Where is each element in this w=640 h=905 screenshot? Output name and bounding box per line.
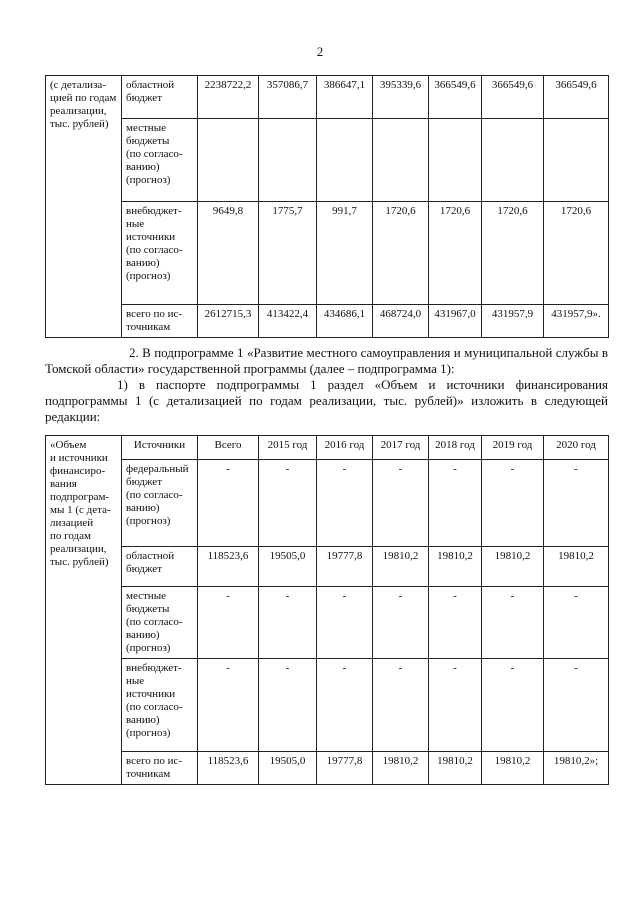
value-cell: - xyxy=(198,460,259,547)
value-cell: 2238722,2 xyxy=(198,76,259,119)
table-row xyxy=(46,751,609,784)
financing-table-subprogram-1 xyxy=(45,435,609,785)
value-cell: - xyxy=(429,460,482,547)
source-cell: всего по ис- точникам xyxy=(122,305,198,338)
value-cell: 118523,6 xyxy=(198,547,259,587)
header-cell: 2017 год xyxy=(373,436,429,460)
value-cell: 431957,9 xyxy=(482,305,544,338)
table-row xyxy=(46,202,609,305)
financing-table-continued xyxy=(45,75,609,338)
value-cell: 19810,2 xyxy=(482,547,544,587)
value-cell: 19810,2 xyxy=(373,751,429,784)
value-cell: 1720,6 xyxy=(544,202,609,305)
paragraph-passport: 1) в паспорте подпрограммы 1 раздел «Объем и источники финансирования подпрограммы 1 (с детализацией по годам реализации, тыс. рублей)» изложить в следующей редакции: xyxy=(45,377,608,424)
value-cell: 1720,6 xyxy=(429,202,482,305)
value-cell: - xyxy=(373,587,429,659)
source-cell: внебюджет- ные источники (по согласо- ванию) (прогноз) xyxy=(122,658,198,751)
value-cell: 9649,8 xyxy=(198,202,259,305)
value-cell: 19777,8 xyxy=(317,751,373,784)
value-cell: 2612715,3 xyxy=(198,305,259,338)
value-cell: - xyxy=(317,587,373,659)
value-cell: - xyxy=(373,460,429,547)
header-cell: 2018 год xyxy=(429,436,482,460)
header-cell: 2015 год xyxy=(259,436,317,460)
header-cell: 2019 год xyxy=(482,436,544,460)
value-cell: - xyxy=(373,658,429,751)
table-row xyxy=(46,119,609,202)
value-cell xyxy=(259,119,317,202)
value-cell: - xyxy=(198,658,259,751)
value-cell: 386647,1 xyxy=(317,76,373,119)
value-cell: 1775,7 xyxy=(259,202,317,305)
value-cell: 431957,9». xyxy=(544,305,609,338)
value-cell xyxy=(373,119,429,202)
section-cell: (с детализа- цией по годам реализации, тыс. рублей) xyxy=(46,76,122,338)
value-cell: - xyxy=(429,658,482,751)
table-row xyxy=(46,305,609,338)
value-cell: 366549,6 xyxy=(482,76,544,119)
value-cell: 431967,0 xyxy=(429,305,482,338)
value-cell: 19505,0 xyxy=(259,751,317,784)
value-cell: - xyxy=(482,658,544,751)
value-cell: - xyxy=(259,587,317,659)
value-cell: 366549,6 xyxy=(429,76,482,119)
value-cell: 19810,2 xyxy=(482,751,544,784)
value-cell: 19810,2 xyxy=(429,751,482,784)
value-cell: - xyxy=(544,460,609,547)
source-cell: федеральный бюджет (по согласо- ванию) (прогноз) xyxy=(122,460,198,547)
value-cell: 1720,6 xyxy=(482,202,544,305)
value-cell: - xyxy=(198,587,259,659)
table-row xyxy=(46,587,609,659)
value-cell: 19810,2 xyxy=(429,547,482,587)
value-cell: 434686,1 xyxy=(317,305,373,338)
source-cell: местные бюджеты (по согласо- ванию) (прогноз) xyxy=(122,119,198,202)
header-cell: 2020 год xyxy=(544,436,609,460)
paragraph-subprogram: 2. В подпрограмме 1 «Развитие местного самоуправления и муниципальной службы в Томской области» государственной программы (далее – подпрограмма 1): xyxy=(45,345,608,376)
value-cell xyxy=(317,119,373,202)
value-cell: 118523,6 xyxy=(198,751,259,784)
value-cell: - xyxy=(259,658,317,751)
source-cell: местные бюджеты (по согласо- ванию) (прогноз) xyxy=(122,587,198,659)
value-cell xyxy=(198,119,259,202)
value-cell: 357086,7 xyxy=(259,76,317,119)
page-number: 2 xyxy=(316,44,324,59)
value-cell xyxy=(482,119,544,202)
table-row xyxy=(46,547,609,587)
value-cell: - xyxy=(482,587,544,659)
value-cell: 395339,6 xyxy=(373,76,429,119)
table-row xyxy=(46,460,609,547)
value-cell xyxy=(429,119,482,202)
source-cell: внебюджет- ные источники (по согласо- ванию) (прогноз) xyxy=(122,202,198,305)
source-cell: областной бюджет xyxy=(122,76,198,119)
value-cell: 468724,0 xyxy=(373,305,429,338)
value-cell: - xyxy=(429,587,482,659)
value-cell: - xyxy=(482,460,544,547)
table-row xyxy=(46,76,609,119)
value-cell: - xyxy=(259,460,317,547)
value-cell: 1720,6 xyxy=(373,202,429,305)
value-cell: 19810,2 xyxy=(373,547,429,587)
value-cell: 991,7 xyxy=(317,202,373,305)
value-cell: 19777,8 xyxy=(317,547,373,587)
table-header-row xyxy=(46,436,609,460)
value-cell: 19810,2 xyxy=(544,547,609,587)
header-cell: 2016 год xyxy=(317,436,373,460)
value-cell: 19505,0 xyxy=(259,547,317,587)
value-cell: - xyxy=(317,460,373,547)
source-cell: всего по ис- точникам xyxy=(122,751,198,784)
header-cell: Источники xyxy=(122,436,198,460)
value-cell: 413422,4 xyxy=(259,305,317,338)
value-cell: - xyxy=(544,658,609,751)
value-cell: 366549,6 xyxy=(544,76,609,119)
value-cell: 19810,2»; xyxy=(544,751,609,784)
source-cell: областной бюджет xyxy=(122,547,198,587)
table-row xyxy=(46,658,609,751)
value-cell xyxy=(544,119,609,202)
section-cell: «Объем и источники финансиро- вания подпрограм- мы 1 (с дета- лизацией по годам реализации, тыс. рублей) xyxy=(46,436,122,785)
value-cell: - xyxy=(317,658,373,751)
header-cell: Всего xyxy=(198,436,259,460)
value-cell: - xyxy=(544,587,609,659)
